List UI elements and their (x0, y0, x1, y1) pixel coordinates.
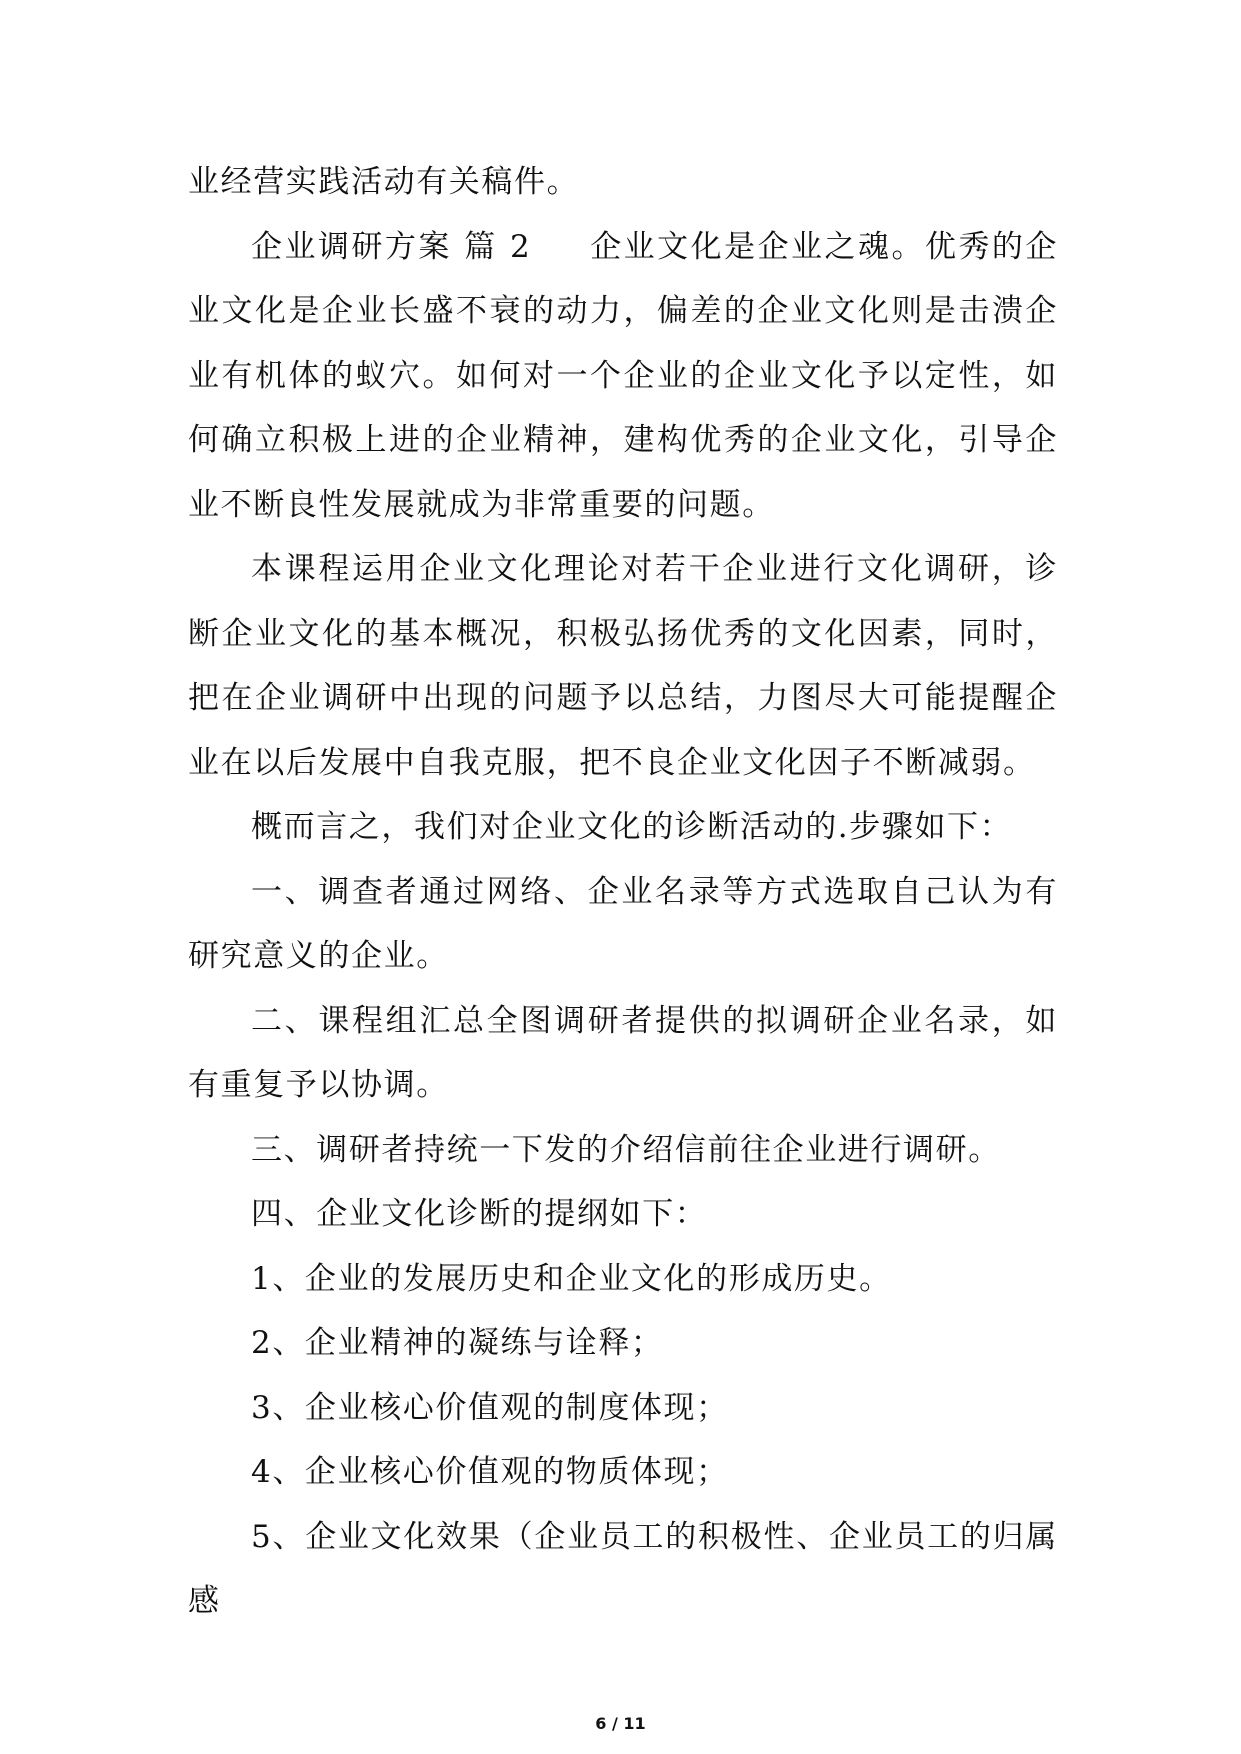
paragraph-step-2: 二、课程组汇总全图调研者提供的拟调研企业名录，如有重复予以协调。 (188, 1002, 1058, 1103)
outline-item-3: 3、企业核心价值观的制度体现； (251, 1389, 729, 1426)
paragraph-steps-intro: 概而言之，我们对企业文化的诊断活动的.步骤如下： (251, 809, 1013, 845)
outline-item-5: 5、企业文化效果（企业员工的积极性、企业员工的归属感 (188, 1518, 1058, 1619)
paragraph-continuation: 业经营实践活动有关稿件。 (188, 164, 580, 200)
paragraph-step-4: 四、企业文化诊断的提纲如下： (251, 1196, 708, 1232)
section-heading: 企业调研方案 篇 2 (251, 228, 532, 265)
outline-item-4: 4、企业核心价值观的物质体现； (251, 1454, 729, 1490)
outline-item-2: 2、企业精神的凝练与诠释； (251, 1325, 664, 1361)
paragraph-step-3: 三、调研者持统一下发的介绍信前往企业进行调研。 (251, 1131, 1001, 1168)
paragraph-course-description: 本课程运用企业文化理论对若干企业进行文化调研，诊断企业文化的基本概况，积极弘扬优秀的文化因素，同时，把在企业调研中出现的问题予以总结，力图尽大可能提醒企业在以后发展中自我克服，把不良企业文化因子不断减弱。 (188, 551, 1058, 781)
outline-item-1: 1、企业的发展历史和企业文化的形成历史。 (251, 1260, 892, 1297)
paragraph-step-1: 一、调查者通过网络、企业名录等方式选取自己认为有研究意义的企业。 (188, 873, 1058, 974)
page-number: 6 / 11 (595, 1714, 646, 1733)
paragraph-section-intro (188, 215, 1058, 538)
document-body (188, 150, 1058, 1634)
section-intro-text: 企业文化是企业之魂。优秀的企业文化是企业长盛不衰的动力，偏差的企业文化则是击溃企业有机体的蚁穴。如何对一个企业的企业文化予以定性，如何确立积极上进的企业精神，建构优秀的企业文化，引导企业不断良性发展就成为非常重要的问题。 (188, 228, 1058, 523)
